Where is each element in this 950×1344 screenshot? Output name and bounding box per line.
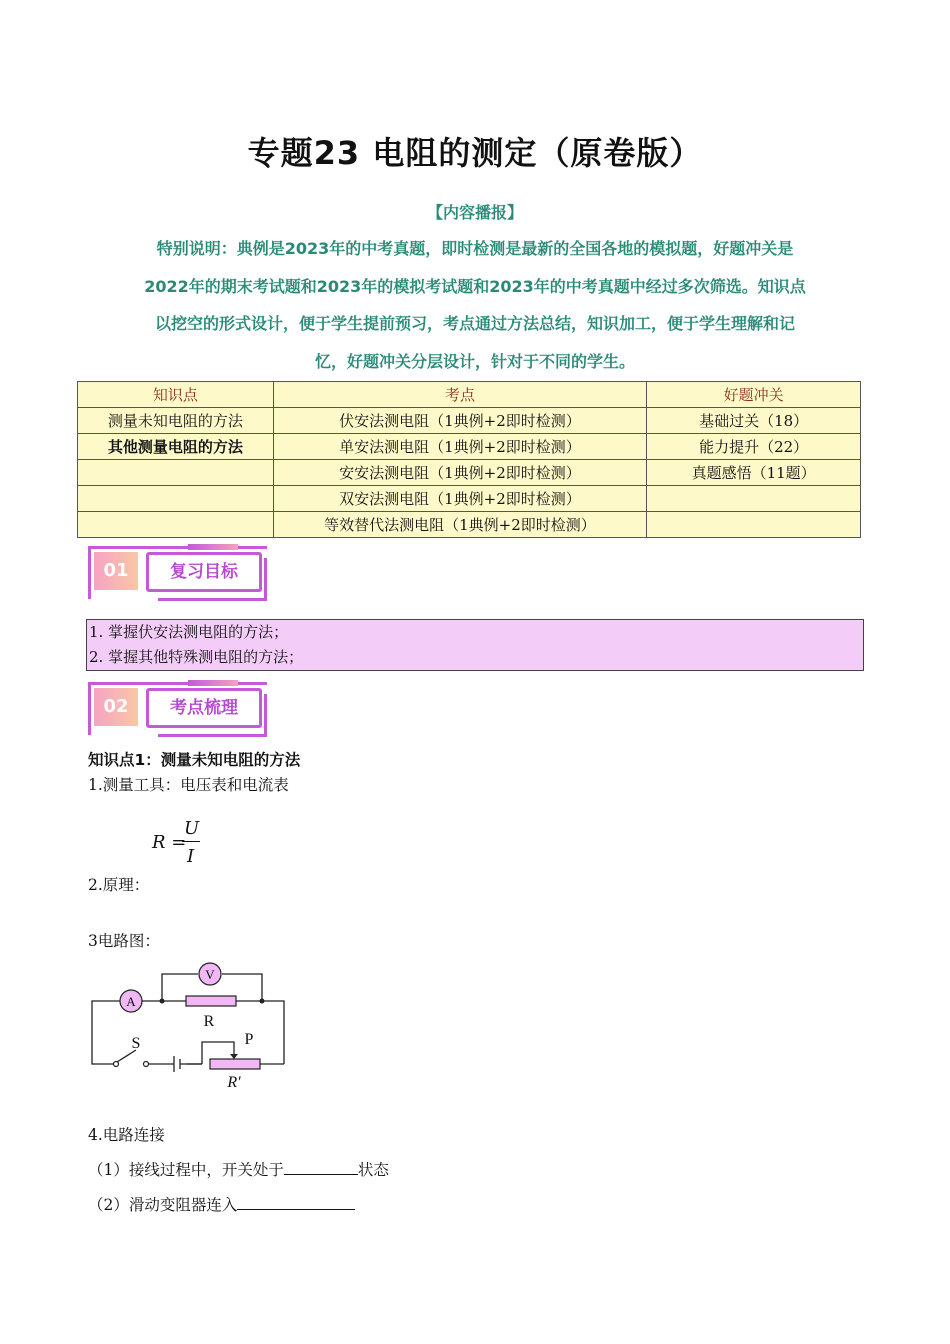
- goal-item: 2. 掌握其他特殊测电阻的方法；: [89, 648, 304, 666]
- question-1-suffix: 状态: [357, 1161, 389, 1179]
- voltmeter-label: V: [205, 967, 215, 982]
- resistor-label: R: [203, 1013, 215, 1030]
- section-label: 复习目标: [146, 552, 262, 592]
- table-header-row: [78, 382, 861, 408]
- table-row: [78, 408, 861, 434]
- note-line: 以挖空的形式设计，便于学生提前预习，考点通过方法总结，知识加工，便于学生理解和记: [154, 314, 795, 333]
- question-1: [88, 1158, 389, 1180]
- table-cell: 安安法测电阻（1典例+2即时检测）: [273, 460, 647, 486]
- question-2: [88, 1193, 355, 1215]
- slider-label: P: [244, 1031, 254, 1048]
- circuit-diagram: [86, 958, 296, 1090]
- table-cell: [78, 460, 274, 486]
- table-cell: [78, 486, 274, 512]
- table-cell: 等效替代法测电阻（1典例+2即时检测）: [273, 512, 647, 538]
- formula-lhs: R =: [152, 832, 187, 853]
- content-broadcast-heading: 【内容播报】: [426, 203, 523, 222]
- formula-numerator: U: [184, 818, 200, 839]
- overview-table: [77, 381, 861, 538]
- table-cell: 其他测量电阻的方法: [78, 434, 274, 460]
- section-number: 02: [94, 688, 138, 726]
- circuit-connection: 4.电路连接: [88, 1126, 165, 1144]
- question-1-text: （1）接线过程中，开关处于: [88, 1161, 284, 1179]
- table-cell: [647, 486, 861, 512]
- resistor-icon: [186, 996, 236, 1006]
- table-cell: 单安法测电阻（1典例+2即时检测）: [273, 434, 647, 460]
- table-cell: 测量未知电阻的方法: [78, 408, 274, 434]
- note-line: 忆，好题冲关分层设计，针对于不同的学生。: [314, 351, 635, 371]
- table-cell: [647, 512, 861, 538]
- formula-denominator: I: [187, 846, 195, 867]
- fraction-bar: [182, 841, 200, 842]
- rheostat-icon: [210, 1059, 260, 1069]
- switch-label: S: [131, 1035, 141, 1052]
- answer-blank[interactable]: [237, 1195, 355, 1210]
- table-row: [78, 434, 861, 460]
- table-cell: 双安法测电阻（1典例+2即时检测）: [273, 486, 647, 512]
- table-cell: 基础过关（18）: [647, 408, 861, 434]
- table-row: [78, 512, 861, 538]
- table-cell: 真题感悟（11题）: [647, 460, 861, 486]
- table-cell: [78, 512, 274, 538]
- table-row: [78, 486, 861, 512]
- header-practice: 好题冲关: [647, 382, 861, 408]
- principle: 2.原理：: [88, 876, 150, 894]
- answer-blank[interactable]: [284, 1160, 358, 1175]
- page-title: 专题23 电阻的测定（原卷版）: [247, 134, 703, 172]
- table-cell: 能力提升（22）: [647, 434, 861, 460]
- note-line: 2022年的期末考试题和2023年的模拟考试题和2023年的中考真题中经过多次筛选。知识点: [144, 276, 806, 296]
- measuring-tools: 1.测量工具：电压表和电流表: [88, 776, 289, 794]
- section-badge-review-goals: [88, 546, 268, 602]
- review-goals-box: [86, 619, 864, 671]
- section-badge-key-points: [88, 682, 268, 738]
- rheostat-label: R′: [227, 1074, 241, 1090]
- table-row: [78, 460, 861, 486]
- table-cell: 伏安法测电阻（1典例+2即时检测）: [273, 408, 647, 434]
- slider-arrow-icon: [230, 1054, 238, 1059]
- note-line: 特别说明：典例是2023年的中考真题，即时检测是最新的全国各地的模拟题，好题冲关是: [156, 239, 794, 258]
- knowledge-point-title: 知识点1：测量未知电阻的方法: [88, 751, 301, 769]
- circuit-diagram-label: 3电路图：: [88, 932, 160, 950]
- header-point: 考点: [273, 382, 647, 408]
- question-2-text: （2）滑动变阻器连入: [88, 1196, 238, 1214]
- section-label: 考点梳理: [146, 688, 262, 728]
- header-knowledge: 知识点: [78, 382, 274, 408]
- ammeter-label: A: [126, 994, 136, 1009]
- section-number: 01: [94, 552, 138, 590]
- goal-item: 1. 掌握伏安法测电阻的方法；: [89, 623, 289, 641]
- special-note: [88, 230, 862, 380]
